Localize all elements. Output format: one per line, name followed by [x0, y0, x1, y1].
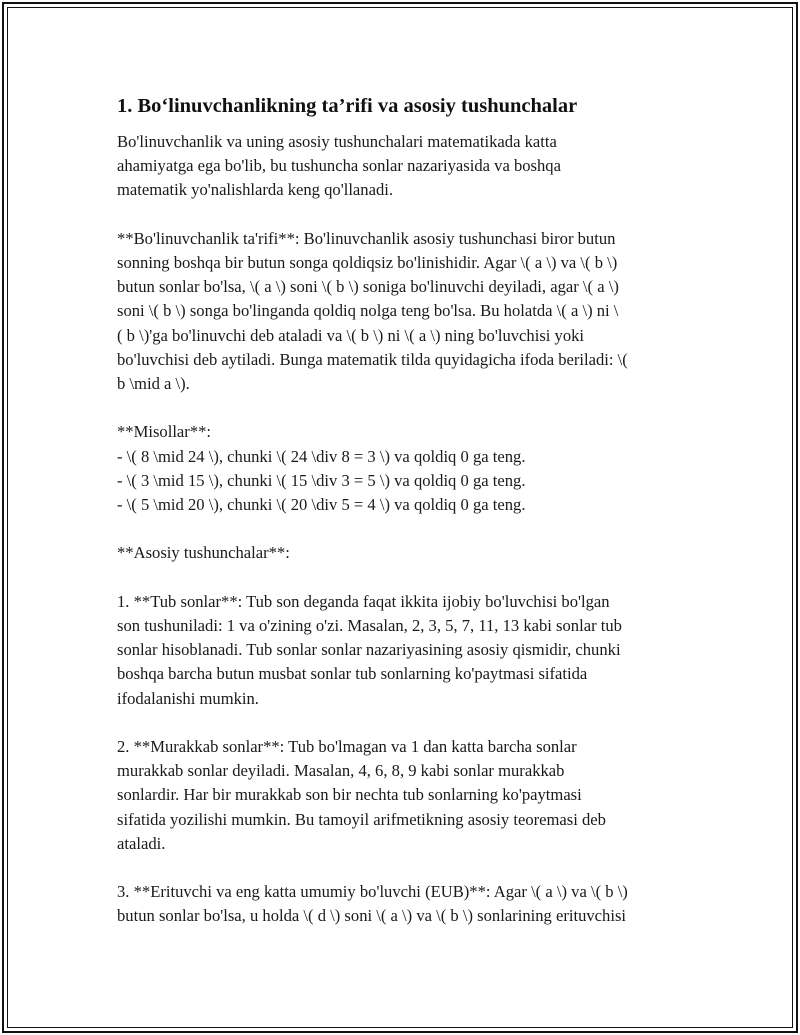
paragraph-container — [117, 130, 689, 929]
text-line: matematik yo'nalishlarda keng qo'llanadi. — [117, 180, 394, 200]
paragraph — [117, 420, 689, 517]
text-line: sonlar hisoblanadi. Tub sonlar sonlar nazariyasining asosiy qismidir, chunki — [117, 640, 621, 660]
text-line: boshqa barcha butun musbat sonlar tub sonlarning ko'paytmasi sifatida — [117, 664, 588, 684]
text-line: sonlardir. Har bir murakkab son bir nechta tub sonlarning ko'paytmasi — [117, 785, 582, 805]
text-line: butun sonlar bo'lsa, u holda \( d \) soni \( a \) va \( b \) sonlarining erituvchisi — [117, 906, 627, 926]
text-line: bo'luvchisi deb aytiladi. Bunga matematik tilda quyidagicha ifoda beriladi: \( — [117, 349, 628, 369]
text-line: **Bo'linuvchanlik ta'rifi**: Bo'linuvchanlik asosiy tushunchasi biror butun — [117, 228, 616, 248]
text-line: sifatida yozilishi mumkin. Bu tamoyil arifmetikning asosiy teoremasi deb — [117, 809, 606, 829]
document-body — [117, 93, 689, 953]
text-line: butun sonlar bo'lsa, \( a \) soni \( b \) soniga bo'linuvchi deyiladi, agar \( a \) — [117, 277, 619, 297]
text-line: 3. **Erituvchi va eng katta umumiy bo'luvchi (EUB)**: Agar \( a \) va \( b \) — [117, 882, 628, 902]
paragraph — [117, 880, 689, 928]
text-line: ahamiyatga ega bo'lib, bu tushuncha sonlar nazariyasida va boshqa — [117, 156, 561, 176]
paragraph — [117, 541, 689, 565]
text-line: soni \( b \) songa bo'linganda qoldiq nolga teng bo'lsa. Bu holatda \( a \) ni \ — [117, 301, 619, 321]
paragraph — [117, 130, 689, 203]
text-line: ( b \)'ga bo'linuvchi deb ataladi va \( b \) ni \( a \) ning bo'luvchisi yoki — [117, 325, 585, 345]
text-line: ifodalanishi mumkin. — [117, 688, 259, 708]
text-line: b \mid a \). — [117, 374, 190, 394]
text-line: ataladi. — [117, 833, 166, 853]
text-line: son tushuniladi: 1 va o'zining o'zi. Masalan, 2, 3, 5, 7, 11, 13 kabi sonlar tub — [117, 616, 622, 635]
text-line: **Asosiy tushunchalar**: — [117, 543, 290, 563]
text-line: - \( 8 \mid 24 \), chunki \( 24 \div 8 = 3 \) va qoldiq 0 ga teng. — [117, 446, 526, 466]
text-line: sonning boshqa bir butun songa qoldiqsiz bo'linishidir. Agar \( a \) va \( b \) — [117, 253, 618, 272]
text-line: - \( 5 \mid 20 \), chunki \( 20 \div 5 = 4 \) va qoldiq 0 ga teng. — [117, 495, 526, 515]
paragraph — [117, 590, 689, 711]
text-line: - \( 3 \mid 15 \), chunki \( 15 \div 3 = 5 \) va qoldiq 0 ga teng. — [117, 470, 526, 490]
paragraph — [117, 735, 689, 856]
text-line: murakkab sonlar deyiladi. Masalan, 4, 6, 8, 9 kabi sonlar murakkab — [117, 761, 565, 781]
text-line: 2. **Murakkab sonlar**: Tub bo'lmagan va 1 dan katta barcha sonlar — [117, 737, 577, 756]
text-line: **Misollar**: — [117, 422, 212, 442]
section-heading: 1. Bo‘linuvchanlikning ta’rifi va asosiy tushunchalar — [117, 95, 578, 117]
text-line: Bo'linuvchanlik va uning asosiy tushunchalari matematikada katta — [117, 132, 557, 151]
text-line: 1. **Tub sonlar**: Tub son deganda faqat ikkita ijobiy bo'luvchisi bo'lgan — [117, 591, 610, 611]
paragraph — [117, 227, 689, 396]
